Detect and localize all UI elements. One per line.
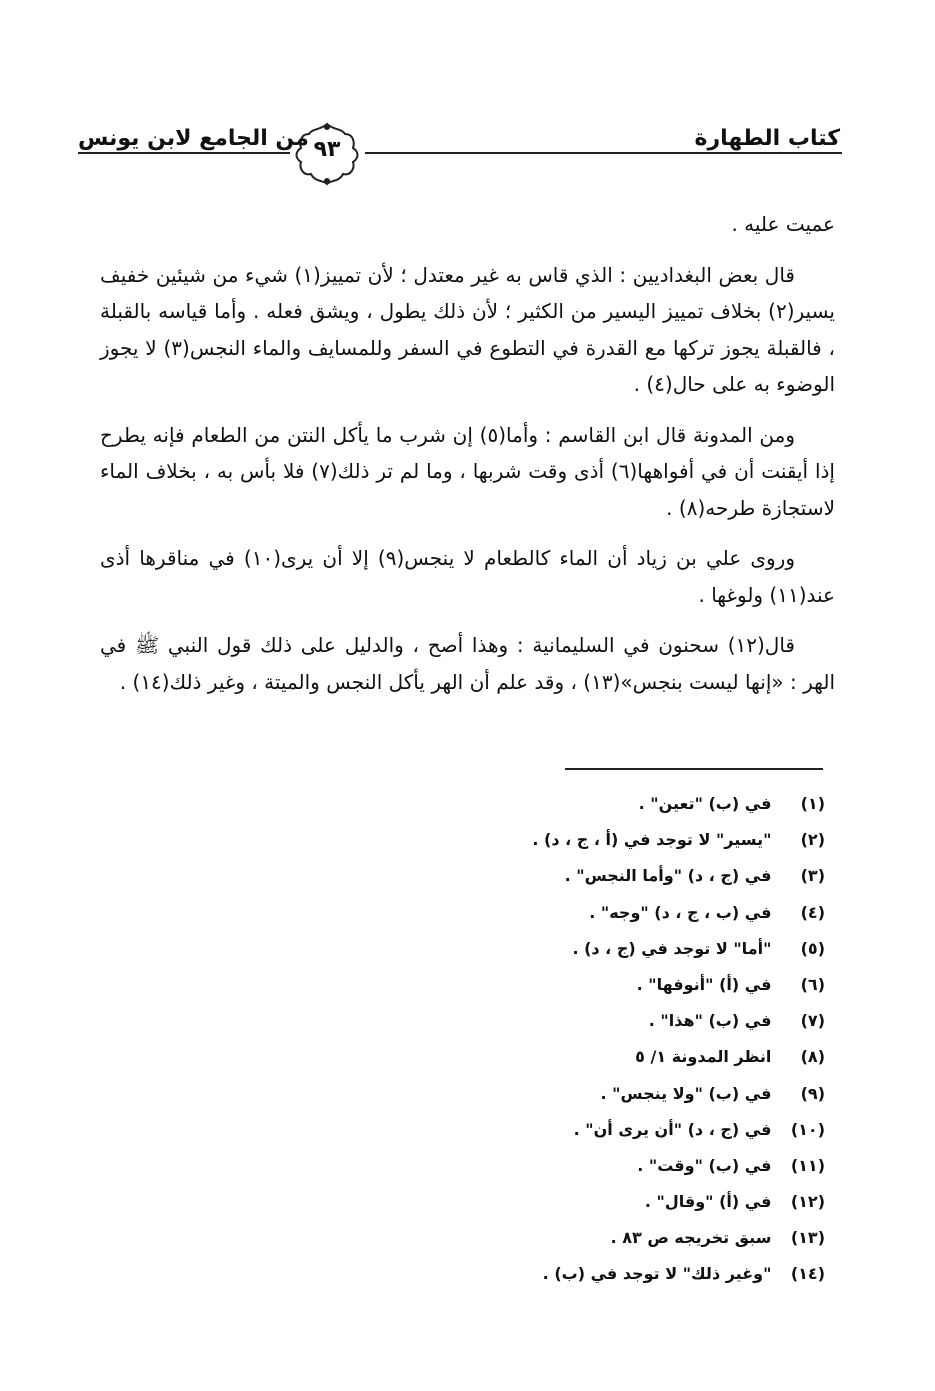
footnote-text: "أما" لا توجد في (ج ، د) . [572, 938, 772, 958]
footnote-separator [565, 768, 823, 770]
footnote-number: (٩) [800, 1083, 825, 1103]
footnote [405, 1076, 825, 1112]
footnote-text: "يسير" لا توجد في (أ ، ج ، د) . [532, 830, 772, 850]
footnote [405, 822, 825, 858]
running-header-book-title: كتاب الطهارة [694, 126, 840, 151]
footnote-number: (٢) [800, 830, 825, 850]
paragraph: قال(١٢) سحنون في السليمانية : وهذا أصح ، والدليل على ذلك قول النبي ﷺ في الهر : «إنها ليست بنجس»(١٣) ، وقد علم أن الهر يأكل النجس والميتة ، وغير ذلك(١٤) . [100, 633, 835, 694]
paragraph: وروى علي بن زياد أن الماء كالطعام لا ينجس(٩) إلا أن يرى(١٠) في مناقرها أذى عند(١١) ولوغها . [100, 546, 835, 607]
footnote [405, 895, 825, 931]
footnote-number: (١٤) [790, 1264, 825, 1284]
footnote-number: (١١) [790, 1155, 825, 1175]
footnote [405, 786, 825, 822]
footnote-number: (١٢) [790, 1192, 825, 1212]
main-text [100, 206, 835, 714]
paragraph: قال بعض البغداديين : الذي قاس به غير معتدل ؛ لأن تمييز(١) شيء من شيئين خفيف يسير(٢) بخلاف تمييز اليسير من الكثير ؛ لأن ذلك يطول ، ويشق فعله . وأما قياسه بالقبلة ، فالقبلة يجوز تركها مع القدرة في التطوع في السفر وللمسايف والماء النجس(٣) لا يجوز الوضوء به على حال(٤) . [100, 262, 835, 396]
footnote-number: (٦) [800, 974, 825, 994]
footnote [405, 967, 825, 1003]
footnote-text: سبق تخريجه ص ٨٣ . [610, 1228, 772, 1248]
footnote-text: في (أ) "وقال" . [644, 1192, 772, 1212]
footnote-number: (٥) [800, 938, 825, 958]
footnote [405, 1112, 825, 1148]
footnote [405, 1220, 825, 1256]
page-number: ٩٣ [313, 137, 341, 162]
footnote-number: (٣) [800, 866, 825, 886]
paragraph: ومن المدونة قال ابن القاسم : وأما(٥) إن شرب ما يأكل النتن من الطعام فإنه يطرح إذا أيقنت أن في أفواهها(٦) أذى وقت شربها ، وما لم تر ذلك(٧) فلا بأس به ، بخلاف الماء لاستجازة طرحه(٨) . [100, 422, 835, 520]
footnote [405, 1148, 825, 1184]
footnote [405, 1256, 825, 1292]
paragraph: عميت عليه . [731, 212, 835, 236]
footnote-text: في (ب) "هذا" . [648, 1011, 772, 1031]
footnote-text: في (ب) "تعين" . [638, 794, 772, 813]
footnote-text: في (ج ، د) "وأما النجس" . [564, 866, 772, 886]
footnote-text: في (ب ، ج ، د) "وجه" . [589, 902, 772, 922]
footnote-text: في (ب) "وقت" . [637, 1155, 772, 1175]
footnote-number: (٤) [800, 902, 825, 922]
footnotes [405, 786, 825, 1293]
footnote-number: (١) [800, 794, 825, 813]
footnote-number: (١٣) [790, 1228, 825, 1248]
footnote-number: (١٠) [790, 1119, 825, 1139]
running-header-section-title: من الجامع لابن يونس [78, 126, 309, 151]
footnote-number: (٨) [800, 1047, 825, 1067]
footnote [405, 1184, 825, 1220]
footnote-text: في (أ) "أنوفها" . [636, 974, 772, 994]
footnote [405, 1003, 825, 1039]
footnote-text: في (ب) "ولا ينجس" . [600, 1083, 772, 1103]
footnote-number: (٧) [800, 1011, 825, 1031]
footnote-text: "وغير ذلك" لا توجد في (ب) . [542, 1264, 772, 1284]
footnote [405, 931, 825, 967]
footnote [405, 858, 825, 894]
footnote-text: في (ج ، د) "أن يرى أن" . [573, 1119, 772, 1139]
footnote [405, 1039, 825, 1075]
header-rule-right [365, 152, 842, 154]
footnote-text: انظر المدونة ١/ ٥ [635, 1047, 772, 1067]
header-rule-left [78, 152, 290, 154]
